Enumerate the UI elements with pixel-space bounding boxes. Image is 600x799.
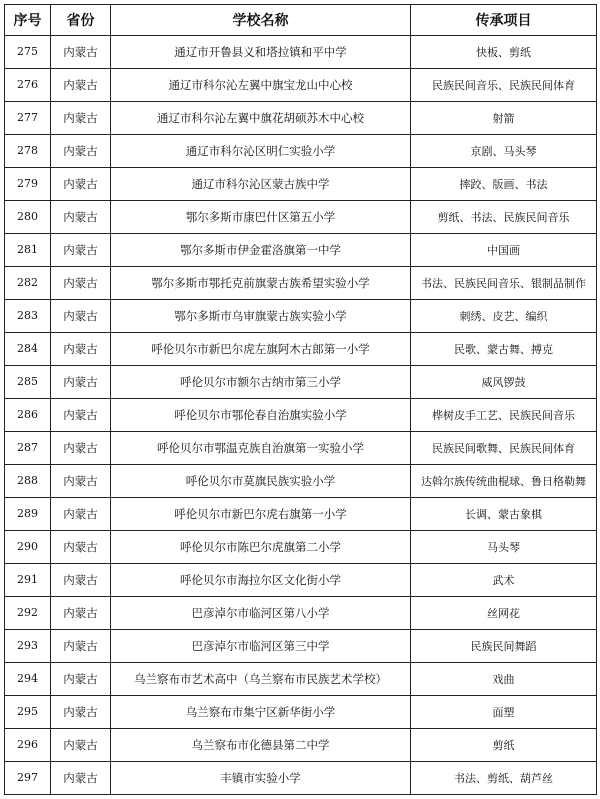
row-number: 288	[5, 465, 51, 498]
header-school: 学校名称	[111, 5, 411, 36]
table-row	[5, 300, 597, 333]
row-number: 292	[5, 597, 51, 630]
row-project: 长调、蒙古象棋	[411, 498, 597, 531]
row-project: 面塑	[411, 696, 597, 729]
header-project: 传承项目	[411, 5, 597, 36]
table-row	[5, 333, 597, 366]
row-province: 内蒙古	[51, 762, 111, 795]
row-project: 摔跤、版画、书法	[411, 168, 597, 201]
row-school-name: 呼伦贝尔市陈巴尔虎旗第二小学	[111, 531, 411, 564]
table-row	[5, 597, 597, 630]
table-row	[5, 102, 597, 135]
row-number: 295	[5, 696, 51, 729]
row-number: 290	[5, 531, 51, 564]
table-row	[5, 564, 597, 597]
row-school-name: 鄂尔多斯市康巴什区第五小学	[111, 201, 411, 234]
table-row	[5, 432, 597, 465]
row-province: 内蒙古	[51, 102, 111, 135]
school-table	[4, 4, 597, 795]
row-project: 快板、剪纸	[411, 36, 597, 69]
row-project: 民歌、蒙古舞、搏克	[411, 333, 597, 366]
row-province: 内蒙古	[51, 300, 111, 333]
row-province: 内蒙古	[51, 333, 111, 366]
row-province: 内蒙古	[51, 36, 111, 69]
row-school-name: 乌兰察布市艺术高中（乌兰察布市民族艺术学校）	[111, 663, 411, 696]
row-project: 武术	[411, 564, 597, 597]
row-province: 内蒙古	[51, 399, 111, 432]
row-project: 威风锣鼓	[411, 366, 597, 399]
table-row	[5, 399, 597, 432]
row-province: 内蒙古	[51, 498, 111, 531]
row-number: 281	[5, 234, 51, 267]
row-number: 289	[5, 498, 51, 531]
table-row	[5, 267, 597, 300]
row-province: 内蒙古	[51, 564, 111, 597]
row-number: 297	[5, 762, 51, 795]
table-row	[5, 762, 597, 795]
row-number: 296	[5, 729, 51, 762]
row-number: 280	[5, 201, 51, 234]
row-province: 内蒙古	[51, 432, 111, 465]
table-row	[5, 531, 597, 564]
table-row	[5, 168, 597, 201]
row-school-name: 呼伦贝尔市鄂伦春自治旗实验小学	[111, 399, 411, 432]
row-number: 285	[5, 366, 51, 399]
row-school-name: 鄂尔多斯市乌审旗蒙古族实验小学	[111, 300, 411, 333]
row-project: 书法、民族民间音乐、银制品制作	[411, 267, 597, 300]
row-province: 内蒙古	[51, 696, 111, 729]
table-row	[5, 663, 597, 696]
row-school-name: 呼伦贝尔市莫旗民族实验小学	[111, 465, 411, 498]
row-number: 293	[5, 630, 51, 663]
table-row	[5, 234, 597, 267]
row-school-name: 巴彦淖尔市临河区第三中学	[111, 630, 411, 663]
row-province: 内蒙古	[51, 234, 111, 267]
row-school-name: 通辽市科尔沁区蒙古族中学	[111, 168, 411, 201]
row-number: 286	[5, 399, 51, 432]
row-number: 275	[5, 36, 51, 69]
row-number: 279	[5, 168, 51, 201]
row-school-name: 通辽市科尔沁区明仁实验小学	[111, 135, 411, 168]
row-project: 丝网花	[411, 597, 597, 630]
row-project: 民族民间歌舞、民族民间体育	[411, 432, 597, 465]
row-project: 中国画	[411, 234, 597, 267]
row-school-name: 乌兰察布市化德县第二中学	[111, 729, 411, 762]
row-school-name: 巴彦淖尔市临河区第八小学	[111, 597, 411, 630]
row-number: 287	[5, 432, 51, 465]
row-project: 刺绣、皮艺、编织	[411, 300, 597, 333]
row-school-name: 鄂尔多斯市伊金霍洛旗第一中学	[111, 234, 411, 267]
row-school-name: 鄂尔多斯市鄂托克前旗蒙古族希望实验小学	[111, 267, 411, 300]
row-project: 书法、剪纸、葫芦丝	[411, 762, 597, 795]
row-number: 282	[5, 267, 51, 300]
table-row	[5, 36, 597, 69]
row-school-name: 呼伦贝尔市海拉尔区文化街小学	[111, 564, 411, 597]
row-number: 284	[5, 333, 51, 366]
row-school-name: 丰镇市实验小学	[111, 762, 411, 795]
table-header-row	[5, 5, 597, 36]
header-province: 省份	[51, 5, 111, 36]
row-number: 291	[5, 564, 51, 597]
table-row	[5, 498, 597, 531]
table-row	[5, 201, 597, 234]
row-number: 277	[5, 102, 51, 135]
table-row	[5, 135, 597, 168]
row-project: 民族民间音乐、民族民间体育	[411, 69, 597, 102]
row-province: 内蒙古	[51, 168, 111, 201]
row-province: 内蒙古	[51, 531, 111, 564]
row-project: 戏曲	[411, 663, 597, 696]
row-school-name: 呼伦贝尔市新巴尔虎左旗阿木古郎第一小学	[111, 333, 411, 366]
row-school-name: 通辽市科尔沁左翼中旗宝龙山中心校	[111, 69, 411, 102]
row-school-name: 通辽市科尔沁左翼中旗花胡硕苏木中心校	[111, 102, 411, 135]
row-school-name: 呼伦贝尔市新巴尔虎右旗第一小学	[111, 498, 411, 531]
table-row	[5, 69, 597, 102]
row-province: 内蒙古	[51, 465, 111, 498]
row-province: 内蒙古	[51, 69, 111, 102]
table-row	[5, 630, 597, 663]
row-project: 京剧、马头琴	[411, 135, 597, 168]
row-school-name: 通辽市开鲁县义和塔拉镇和平中学	[111, 36, 411, 69]
row-province: 内蒙古	[51, 630, 111, 663]
header-no: 序号	[5, 5, 51, 36]
row-province: 内蒙古	[51, 201, 111, 234]
row-project: 达斡尔族传统曲棍球、鲁日格勒舞	[411, 465, 597, 498]
row-number: 276	[5, 69, 51, 102]
row-province: 内蒙古	[51, 135, 111, 168]
row-school-name: 呼伦贝尔市额尔古纳市第三小学	[111, 366, 411, 399]
row-province: 内蒙古	[51, 366, 111, 399]
row-province: 内蒙古	[51, 597, 111, 630]
row-project: 射箭	[411, 102, 597, 135]
row-project: 剪纸、书法、民族民间音乐	[411, 201, 597, 234]
row-number: 283	[5, 300, 51, 333]
row-province: 内蒙古	[51, 663, 111, 696]
row-number: 278	[5, 135, 51, 168]
table-row	[5, 729, 597, 762]
row-project: 桦树皮手工艺、民族民间音乐	[411, 399, 597, 432]
table-row	[5, 366, 597, 399]
row-province: 内蒙古	[51, 267, 111, 300]
row-school-name: 呼伦贝尔市鄂温克族自治旗第一实验小学	[111, 432, 411, 465]
row-project: 剪纸	[411, 729, 597, 762]
table-row	[5, 465, 597, 498]
table-row	[5, 696, 597, 729]
row-province: 内蒙古	[51, 729, 111, 762]
row-school-name: 乌兰察布市集宁区新华街小学	[111, 696, 411, 729]
row-project: 马头琴	[411, 531, 597, 564]
row-project: 民族民间舞蹈	[411, 630, 597, 663]
row-number: 294	[5, 663, 51, 696]
